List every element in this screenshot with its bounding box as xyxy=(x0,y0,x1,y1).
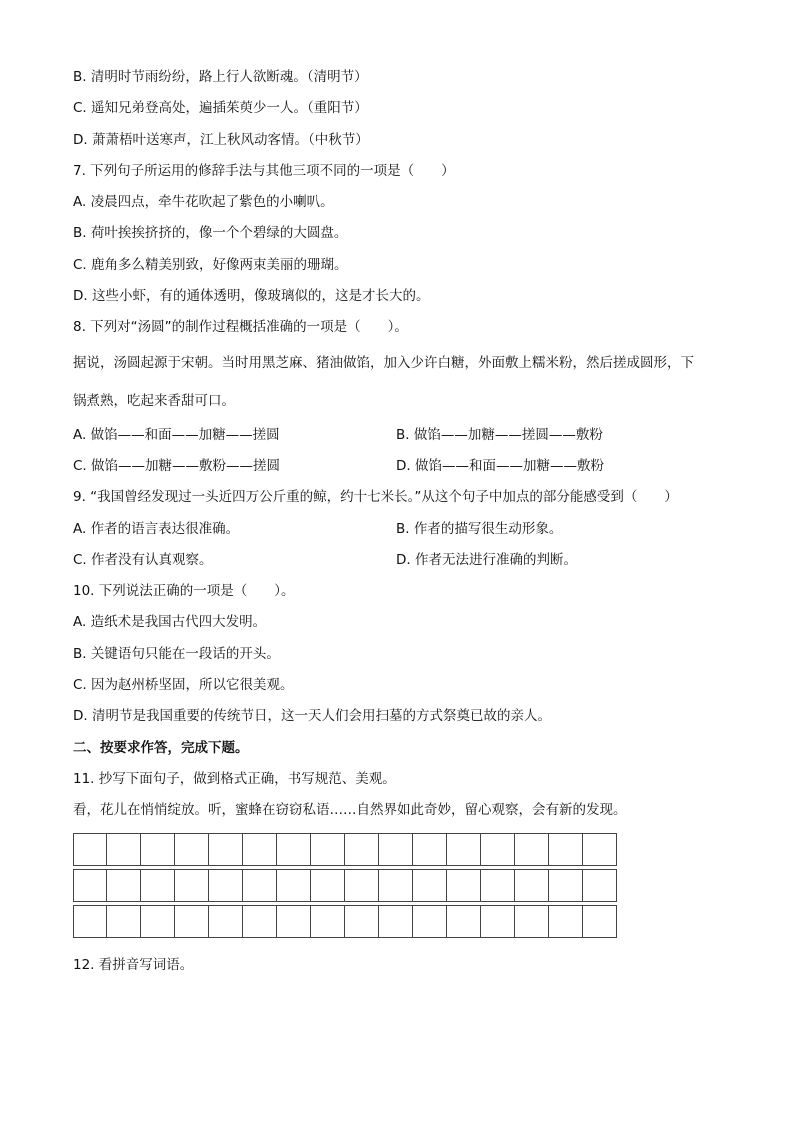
grid-cell[interactable] xyxy=(345,905,379,938)
grid-cell[interactable] xyxy=(277,905,311,938)
option-c-q6: C. 遥知兄弟登高处，遍插茱萸少一人。（重阳节） xyxy=(73,100,368,117)
option-c-q7: C. 鹿角多么精美别致，好像两束美丽的珊瑚。 xyxy=(73,256,348,273)
grid-cell[interactable] xyxy=(73,905,107,938)
option-a-q9: A. 作者的语言表达很准确。 xyxy=(73,520,240,537)
grid-cell[interactable] xyxy=(481,905,515,938)
grid-cell[interactable] xyxy=(345,833,379,866)
grid-cell[interactable] xyxy=(549,833,583,866)
q8-options-row-1 xyxy=(73,420,733,451)
grid-cell[interactable] xyxy=(447,905,481,938)
grid-cell[interactable] xyxy=(277,869,311,902)
grid-cell[interactable] xyxy=(379,869,413,902)
option-b-q10: B. 关键语句只能在一段话的开头。 xyxy=(73,645,280,662)
grid-cell[interactable] xyxy=(379,905,413,938)
grid-cell[interactable] xyxy=(515,905,549,938)
grid-cell[interactable] xyxy=(379,833,413,866)
grid-cell[interactable] xyxy=(141,833,175,866)
grid-cell[interactable] xyxy=(311,833,345,866)
option-d-q9: D. 作者无法进行准确的判断。 xyxy=(396,551,577,568)
q8-passage-line-2: 锅煮熟，吃起来香甜可口。 xyxy=(73,392,235,409)
q11-sentence: 看，花儿在悄悄绽放。听，蜜蜂在窃窃私语……自然界如此奇妙，留心观察，会有新的发现。 xyxy=(73,802,627,819)
question-7: 7. 下列句子所运用的修辞手法与其他三项不同的一项是（ ） xyxy=(73,162,455,179)
option-a-q8: A. 做馅——和面——加糖——搓圆 xyxy=(73,426,280,443)
option-a-q10: A. 造纸术是我国古代四大发明。 xyxy=(73,614,267,631)
grid-cell[interactable] xyxy=(481,869,515,902)
grid-cell[interactable] xyxy=(175,869,209,902)
writing-grid[interactable] xyxy=(73,833,733,938)
grid-cell[interactable] xyxy=(549,869,583,902)
question-9: 9. “我国曾经发现过一头近四万公斤重的鲸，约十七米长。”从这个句子中加点的部分能感受到（ ） xyxy=(73,489,678,506)
grid-cell[interactable] xyxy=(481,833,515,866)
question-8: 8. 下列对“汤圆”的制作过程概括准确的一项是（ ）。 xyxy=(73,319,408,336)
option-d-q6: D. 萧萧梧叶送寒声，江上秋风动客情。（中秋节） xyxy=(73,131,369,148)
grid-cell[interactable] xyxy=(73,869,107,902)
question-11: 11. 抄写下面句子，做到格式正确，书写规范、美观。 xyxy=(73,770,396,787)
grid-row xyxy=(73,833,733,866)
grid-cell[interactable] xyxy=(73,833,107,866)
option-b-q9: B. 作者的描写很生动形象。 xyxy=(396,520,563,537)
option-c-q8: C. 做馅——加糖——敷粉——搓圆 xyxy=(73,457,281,474)
grid-cell[interactable] xyxy=(209,869,243,902)
question-12: 12. 看拼音写词语。 xyxy=(73,956,194,973)
grid-cell[interactable] xyxy=(209,905,243,938)
grid-row xyxy=(73,905,733,938)
grid-cell[interactable] xyxy=(515,833,549,866)
option-d-q8: D. 做馅——和面——加糖——敷粉 xyxy=(396,457,604,474)
grid-cell[interactable] xyxy=(447,869,481,902)
grid-cell[interactable] xyxy=(243,869,277,902)
grid-row xyxy=(73,869,733,902)
grid-cell[interactable] xyxy=(583,869,617,902)
grid-cell[interactable] xyxy=(549,905,583,938)
exam-page xyxy=(73,62,733,981)
grid-cell[interactable] xyxy=(107,833,141,866)
grid-cell[interactable] xyxy=(447,833,481,866)
grid-cell[interactable] xyxy=(141,905,175,938)
grid-cell[interactable] xyxy=(209,833,243,866)
option-a-q7: A. 凌晨四点，牵牛花吹起了紫色的小喇叭。 xyxy=(73,194,334,211)
q8-options-row-2 xyxy=(73,451,733,482)
grid-cell[interactable] xyxy=(583,833,617,866)
grid-cell[interactable] xyxy=(243,905,277,938)
grid-cell[interactable] xyxy=(175,833,209,866)
grid-cell[interactable] xyxy=(107,869,141,902)
q8-passage-line-1: 据说，汤圆起源于宋朝。当时用黑芝麻、猪油做馅，加入少许白糖，外面敷上糯米粉，然后搓成圆形，下 xyxy=(73,354,694,371)
section-2-heading: 二、按要求作答，完成下题。 xyxy=(73,739,249,756)
grid-cell[interactable] xyxy=(243,833,277,866)
option-c-q10: C. 因为赵州桥坚固，所以它很美观。 xyxy=(73,677,294,694)
option-d-q10: D. 清明节是我国重要的传统节日，这一天人们会用扫墓的方式祭奠已故的亲人。 xyxy=(73,708,551,725)
option-b-q8: B. 做馅——加糖——搓圆——敷粉 xyxy=(396,426,603,443)
option-b-q7: B. 荷叶挨挨挤挤的，像一个个碧绿的大圆盘。 xyxy=(73,225,348,242)
option-b-q6: B. 清明时节雨纷纷，路上行人欲断魂。（清明节） xyxy=(73,69,368,85)
grid-cell[interactable] xyxy=(277,833,311,866)
grid-cell[interactable] xyxy=(107,905,141,938)
grid-cell[interactable] xyxy=(413,833,447,866)
question-10: 10. 下列说法正确的一项是（ ）。 xyxy=(73,583,295,600)
q9-options-row-2 xyxy=(73,545,733,576)
grid-cell[interactable] xyxy=(413,869,447,902)
grid-cell[interactable] xyxy=(141,869,175,902)
grid-cell[interactable] xyxy=(345,869,379,902)
q9-options-row-1 xyxy=(73,514,733,545)
grid-cell[interactable] xyxy=(311,869,345,902)
grid-cell[interactable] xyxy=(175,905,209,938)
option-d-q7: D. 这些小虾，有的通体透明，像玻璃似的，这是才长大的。 xyxy=(73,288,430,305)
grid-cell[interactable] xyxy=(311,905,345,938)
option-c-q9: C. 作者没有认真观察。 xyxy=(73,551,213,568)
grid-cell[interactable] xyxy=(583,905,617,938)
grid-cell[interactable] xyxy=(413,905,447,938)
grid-cell[interactable] xyxy=(515,869,549,902)
